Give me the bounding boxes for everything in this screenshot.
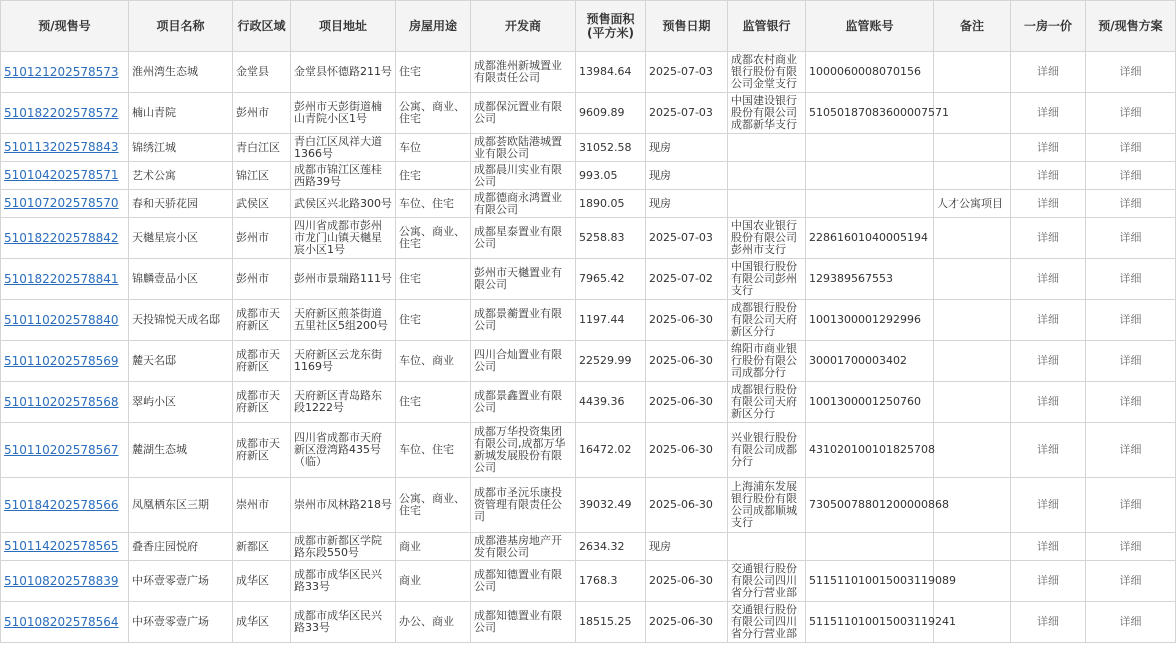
district-cell: 金堂县 (233, 52, 291, 93)
district-cell: 成都市天府新区 (233, 423, 291, 478)
price-detail-link-cell[interactable]: 详细 (1011, 602, 1086, 643)
plan-detail-link-cell[interactable]: 详细 (1086, 602, 1176, 643)
account-cell: 51050187083600007571 (806, 93, 934, 134)
table-row (1, 341, 1176, 382)
presale-no-link[interactable]: 510113202578843 (4, 140, 119, 154)
developer-cell: 成都德商永鸿置业有限公司 (471, 190, 576, 218)
developer-cell: 彭州市天樾置业有限公司 (471, 259, 576, 300)
project-name-cell: 中环壹零壹广场 (129, 561, 233, 602)
presale-no-link-cell[interactable] (1, 162, 129, 190)
plan-detail-link-cell[interactable]: 详细 (1086, 134, 1176, 162)
developer-cell: 四川合灿置业有限公司 (471, 341, 576, 382)
usage-cell: 住宅 (396, 300, 471, 341)
district-cell: 武侯区 (233, 190, 291, 218)
usage-cell: 公寓、商业、住宅 (396, 218, 471, 259)
presale-no-link[interactable]: 510182202578572 (4, 105, 119, 120)
header-area: 预售面积(平方米) (576, 1, 646, 52)
table-row (1, 134, 1176, 162)
developer-cell: 成都知德置业有限公司 (471, 602, 576, 643)
usage-cell: 住宅 (396, 259, 471, 300)
price-detail-link-cell[interactable]: 详细 (1011, 382, 1086, 423)
area-cell: 7965.42 (576, 259, 646, 300)
plan-detail-link-cell[interactable]: 详细 (1086, 382, 1176, 423)
usage-cell: 住宅 (396, 382, 471, 423)
date-cell: 2025-06-30 (646, 561, 728, 602)
note-cell: 人才公寓项目 (934, 190, 1011, 218)
address-cell: 金堂县怀德路211号 (291, 52, 396, 93)
presale-no-link-cell[interactable] (1, 93, 129, 134)
price-detail-link-cell[interactable]: 详细 (1011, 533, 1086, 561)
presale-no-link[interactable]: 510110202578568 (4, 394, 119, 409)
account-cell: 1001300001250760 (806, 382, 934, 423)
bank-cell: 兴业银行股份有限公司成都分行 (728, 423, 806, 478)
presale-no-link[interactable]: 510110202578840 (4, 312, 119, 327)
district-cell: 彭州市 (233, 218, 291, 259)
presale-no-link-cell[interactable] (1, 478, 129, 533)
presale-no-link[interactable]: 510114202578565 (4, 539, 119, 553)
note-cell (934, 533, 1011, 561)
table-row (1, 382, 1176, 423)
date-cell: 现房 (646, 533, 728, 561)
presale-no-link[interactable]: 510110202578567 (4, 442, 119, 457)
price-detail-link-cell[interactable]: 详细 (1011, 162, 1086, 190)
address-cell: 天府新区煎茶街道五里社区5组200号 (291, 300, 396, 341)
area-cell: 5258.83 (576, 218, 646, 259)
plan-detail-link-cell[interactable]: 详细 (1086, 533, 1176, 561)
address-cell: 崇州市凤林路218号 (291, 478, 396, 533)
address-cell: 武侯区兴北路300号 (291, 190, 396, 218)
note-cell (934, 134, 1011, 162)
date-cell: 现房 (646, 134, 728, 162)
date-cell: 2025-07-02 (646, 259, 728, 300)
presale-no-link[interactable]: 510108202578564 (4, 614, 119, 629)
presale-no-link[interactable]: 510104202578571 (4, 168, 119, 182)
district-cell: 新都区 (233, 533, 291, 561)
date-cell: 2025-06-30 (646, 382, 728, 423)
district-cell: 锦江区 (233, 162, 291, 190)
header-developer: 开发商 (471, 1, 576, 52)
area-cell: 16472.02 (576, 423, 646, 478)
table-row (1, 93, 1176, 134)
table-row (1, 602, 1176, 643)
address-cell: 成都市成华区民兴路33号 (291, 561, 396, 602)
presale-no-link-cell[interactable] (1, 561, 129, 602)
account-cell: 511511010015003119241 (806, 602, 934, 643)
bank-cell: 上海浦东发展银行股份有限公司成都顺城支行 (728, 478, 806, 533)
table-row (1, 259, 1176, 300)
project-name-cell: 楠山青院 (129, 93, 233, 134)
address-cell: 成都市新都区学院路东段550号 (291, 533, 396, 561)
project-name-cell: 叠香庄园悦府 (129, 533, 233, 561)
account-cell (806, 533, 934, 561)
bank-cell (728, 533, 806, 561)
district-cell: 成都市天府新区 (233, 300, 291, 341)
presale-no-link-cell[interactable] (1, 190, 129, 218)
date-cell: 2025-06-30 (646, 300, 728, 341)
presale-no-link-cell[interactable] (1, 52, 129, 93)
area-cell: 1768.3 (576, 561, 646, 602)
developer-cell: 成都景蘅置业有限公司 (471, 300, 576, 341)
usage-cell: 车位、住宅 (396, 423, 471, 478)
developer-cell: 成都星泰置业有限公司 (471, 218, 576, 259)
note-cell (934, 300, 1011, 341)
presale-no-link[interactable]: 510182202578841 (4, 271, 119, 286)
price-detail-link-cell[interactable]: 详细 (1011, 93, 1086, 134)
project-name-cell: 锦绣江城 (129, 134, 233, 162)
date-cell: 现房 (646, 162, 728, 190)
project-name-cell: 翠屿小区 (129, 382, 233, 423)
bank-cell (728, 190, 806, 218)
district-cell: 崇州市 (233, 478, 291, 533)
table-row (1, 218, 1176, 259)
address-cell: 四川省成都市天府新区澄湾路435号（临） (291, 423, 396, 478)
bank-cell: 绵阳市商业银行股份有限公司成都分行 (728, 341, 806, 382)
area-cell: 2634.32 (576, 533, 646, 561)
project-name-cell: 淮州湾生态城 (129, 52, 233, 93)
date-cell: 2025-07-03 (646, 52, 728, 93)
area-cell: 39032.49 (576, 478, 646, 533)
address-cell: 彭州市天彭街道楠山青院小区1号 (291, 93, 396, 134)
note-cell (934, 259, 1011, 300)
bank-cell: 交通银行股份有限公司四川省分行营业部 (728, 561, 806, 602)
address-cell: 成都市成华区民兴路33号 (291, 602, 396, 643)
presale-no-link-cell[interactable] (1, 341, 129, 382)
table-row (1, 561, 1176, 602)
district-cell: 彭州市 (233, 93, 291, 134)
address-cell: 天府新区青岛路东段1222号 (291, 382, 396, 423)
district-cell: 成华区 (233, 561, 291, 602)
account-cell: 511511010015003119089 (806, 561, 934, 602)
header-note: 备注 (934, 1, 1011, 52)
area-cell: 993.05 (576, 162, 646, 190)
area-cell: 31052.58 (576, 134, 646, 162)
header-bank: 监管银行 (728, 1, 806, 52)
account-cell: 431020100101825708 (806, 423, 934, 478)
table-row (1, 300, 1176, 341)
plan-detail-link-cell[interactable]: 详细 (1086, 561, 1176, 602)
presale-no-link[interactable]: 510108202578839 (4, 573, 119, 588)
header-plan: 预/现售方案 (1086, 1, 1176, 52)
area-cell: 9609.89 (576, 93, 646, 134)
area-cell: 4439.36 (576, 382, 646, 423)
price-detail-link-cell[interactable]: 详细 (1011, 218, 1086, 259)
header-district: 行政区域 (233, 1, 291, 52)
header-row (1, 1, 1176, 52)
date-cell: 2025-06-30 (646, 602, 728, 643)
district-cell: 彭州市 (233, 259, 291, 300)
plan-detail-link-cell[interactable]: 详细 (1086, 478, 1176, 533)
address-cell: 彭州市景瑞路111号 (291, 259, 396, 300)
note-cell (934, 52, 1011, 93)
project-name-cell: 天樾星宸小区 (129, 218, 233, 259)
developer-cell: 成都保沅置业有限公司 (471, 93, 576, 134)
table-row (1, 533, 1176, 561)
usage-cell: 公寓、商业、住宅 (396, 478, 471, 533)
bank-cell (728, 134, 806, 162)
date-cell: 2025-06-30 (646, 478, 728, 533)
table-row (1, 478, 1176, 533)
plan-detail-link-cell[interactable]: 详细 (1086, 93, 1176, 134)
usage-cell: 商业 (396, 561, 471, 602)
usage-cell: 车位、商业 (396, 341, 471, 382)
header-usage: 房屋用途 (396, 1, 471, 52)
area-cell: 22529.99 (576, 341, 646, 382)
developer-cell: 成都荟欧陆港城置业有限公司 (471, 134, 576, 162)
presale-no-link-cell[interactable] (1, 218, 129, 259)
developer-cell: 成都知德置业有限公司 (471, 561, 576, 602)
developer-cell: 成都万华投资集团有限公司,成都万华新城发展股份有限公司 (471, 423, 576, 478)
developer-cell: 成都港基房地产开发有限公司 (471, 533, 576, 561)
presale-no-link-cell[interactable] (1, 423, 129, 478)
price-detail-link-cell[interactable]: 详细 (1011, 259, 1086, 300)
note-cell (934, 341, 1011, 382)
project-name-cell: 凤凰栖东区三期 (129, 478, 233, 533)
price-detail-link-cell[interactable]: 详细 (1011, 134, 1086, 162)
plan-detail-link-cell[interactable]: 详细 (1086, 341, 1176, 382)
plan-detail-link-cell[interactable]: 详细 (1086, 162, 1176, 190)
table-row (1, 162, 1176, 190)
plan-detail-link-cell[interactable]: 详细 (1086, 52, 1176, 93)
usage-cell: 住宅 (396, 52, 471, 93)
table-row (1, 423, 1176, 478)
price-detail-link-cell[interactable]: 详细 (1011, 561, 1086, 602)
header-project-name: 项目名称 (129, 1, 233, 52)
usage-cell: 住宅 (396, 162, 471, 190)
account-cell (806, 162, 934, 190)
presale-no-link-cell[interactable] (1, 259, 129, 300)
account-cell (806, 134, 934, 162)
district-cell: 成都市天府新区 (233, 341, 291, 382)
project-name-cell: 天投锦悦天成名邸 (129, 300, 233, 341)
date-cell: 现房 (646, 190, 728, 218)
presale-no-link[interactable]: 510121202578573 (4, 64, 119, 79)
plan-detail-link-cell[interactable]: 详细 (1086, 190, 1176, 218)
presale-no-link-cell[interactable] (1, 382, 129, 423)
project-name-cell: 艺术公寓 (129, 162, 233, 190)
header-account: 监管账号 (806, 1, 934, 52)
table-row (1, 190, 1176, 218)
date-cell: 2025-07-03 (646, 218, 728, 259)
plan-detail-link-cell[interactable]: 详细 (1086, 259, 1176, 300)
presale-no-link-cell[interactable] (1, 300, 129, 341)
price-detail-link-cell[interactable]: 详细 (1011, 190, 1086, 218)
area-cell: 18515.25 (576, 602, 646, 643)
bank-cell (728, 162, 806, 190)
header-presale-no: 预/现售号 (1, 1, 129, 52)
header-date: 预售日期 (646, 1, 728, 52)
presale-no-link-cell[interactable] (1, 134, 129, 162)
note-cell (934, 218, 1011, 259)
project-name-cell: 麓湖生态城 (129, 423, 233, 478)
account-cell: 129389567553 (806, 259, 934, 300)
price-detail-link-cell[interactable]: 详细 (1011, 341, 1086, 382)
account-cell: 73050078801200000868 (806, 478, 934, 533)
project-name-cell: 锦麟壹品小区 (129, 259, 233, 300)
table-row (1, 52, 1176, 93)
presale-no-link[interactable]: 510107202578570 (4, 196, 119, 210)
bank-cell: 中国农业银行股份有限公司彭州市支行 (728, 218, 806, 259)
usage-cell: 商业 (396, 533, 471, 561)
bank-cell: 中国银行股份有限公司彭州支行 (728, 259, 806, 300)
usage-cell: 公寓、商业、住宅 (396, 93, 471, 134)
area-cell: 13984.64 (576, 52, 646, 93)
address-cell: 四川省成都市彭州市龙门山镇天樾星宸小区1号 (291, 218, 396, 259)
presale-no-link[interactable]: 510110202578569 (4, 353, 119, 368)
project-name-cell: 中环壹零壹广场 (129, 602, 233, 643)
header-price: 一房一价 (1011, 1, 1086, 52)
district-cell: 成华区 (233, 602, 291, 643)
price-detail-link-cell[interactable]: 详细 (1011, 52, 1086, 93)
project-name-cell: 春和天骄花园 (129, 190, 233, 218)
bank-cell: 成都农村商业银行股份有限公司金堂支行 (728, 52, 806, 93)
note-cell (934, 423, 1011, 478)
presale-no-link[interactable]: 510182202578842 (4, 230, 119, 245)
developer-cell: 成都景鑫置业有限公司 (471, 382, 576, 423)
plan-detail-link-cell[interactable]: 详细 (1086, 300, 1176, 341)
usage-cell: 车位 (396, 134, 471, 162)
bank-cell: 交通银行股份有限公司四川省分行营业部 (728, 602, 806, 643)
plan-detail-link-cell[interactable]: 详细 (1086, 218, 1176, 259)
area-cell: 1890.05 (576, 190, 646, 218)
usage-cell: 办公、商业 (396, 602, 471, 643)
date-cell: 2025-06-30 (646, 341, 728, 382)
price-detail-link-cell[interactable]: 详细 (1011, 423, 1086, 478)
address-cell: 青白江区凤祥大道1366号 (291, 134, 396, 162)
account-cell: 22861601040005194 (806, 218, 934, 259)
date-cell: 2025-06-30 (646, 423, 728, 478)
account-cell (806, 190, 934, 218)
address-cell: 天府新区云龙东街1169号 (291, 341, 396, 382)
bank-cell: 成都银行股份有限公司天府新区分行 (728, 300, 806, 341)
address-cell: 成都市锦江区莲桂西路39号 (291, 162, 396, 190)
developer-cell: 成都淮州新城置业有限责任公司 (471, 52, 576, 93)
account-cell: 1000060008070156 (806, 52, 934, 93)
district-cell: 成都市天府新区 (233, 382, 291, 423)
presale-no-link-cell[interactable] (1, 602, 129, 643)
project-name-cell: 麓天名邸 (129, 341, 233, 382)
note-cell (934, 382, 1011, 423)
price-detail-link-cell[interactable]: 详细 (1011, 300, 1086, 341)
plan-detail-link-cell[interactable]: 详细 (1086, 423, 1176, 478)
developer-cell: 成都市圣沅乐康投资管理有限责任公司 (471, 478, 576, 533)
note-cell (934, 162, 1011, 190)
area-cell: 1197.44 (576, 300, 646, 341)
date-cell: 2025-07-03 (646, 93, 728, 134)
account-cell: 1001300001292996 (806, 300, 934, 341)
price-detail-link-cell[interactable]: 详细 (1011, 478, 1086, 533)
header-address: 项目地址 (291, 1, 396, 52)
presale-no-link[interactable]: 510184202578566 (4, 497, 119, 512)
developer-cell: 成都晨川实业有限公司 (471, 162, 576, 190)
presale-no-link-cell[interactable] (1, 533, 129, 561)
account-cell: 30001700003402 (806, 341, 934, 382)
usage-cell: 车位、住宅 (396, 190, 471, 218)
bank-cell: 中国建设银行股份有限公司成都新华支行 (728, 93, 806, 134)
bank-cell: 成都银行股份有限公司天府新区分行 (728, 382, 806, 423)
district-cell: 青白江区 (233, 134, 291, 162)
